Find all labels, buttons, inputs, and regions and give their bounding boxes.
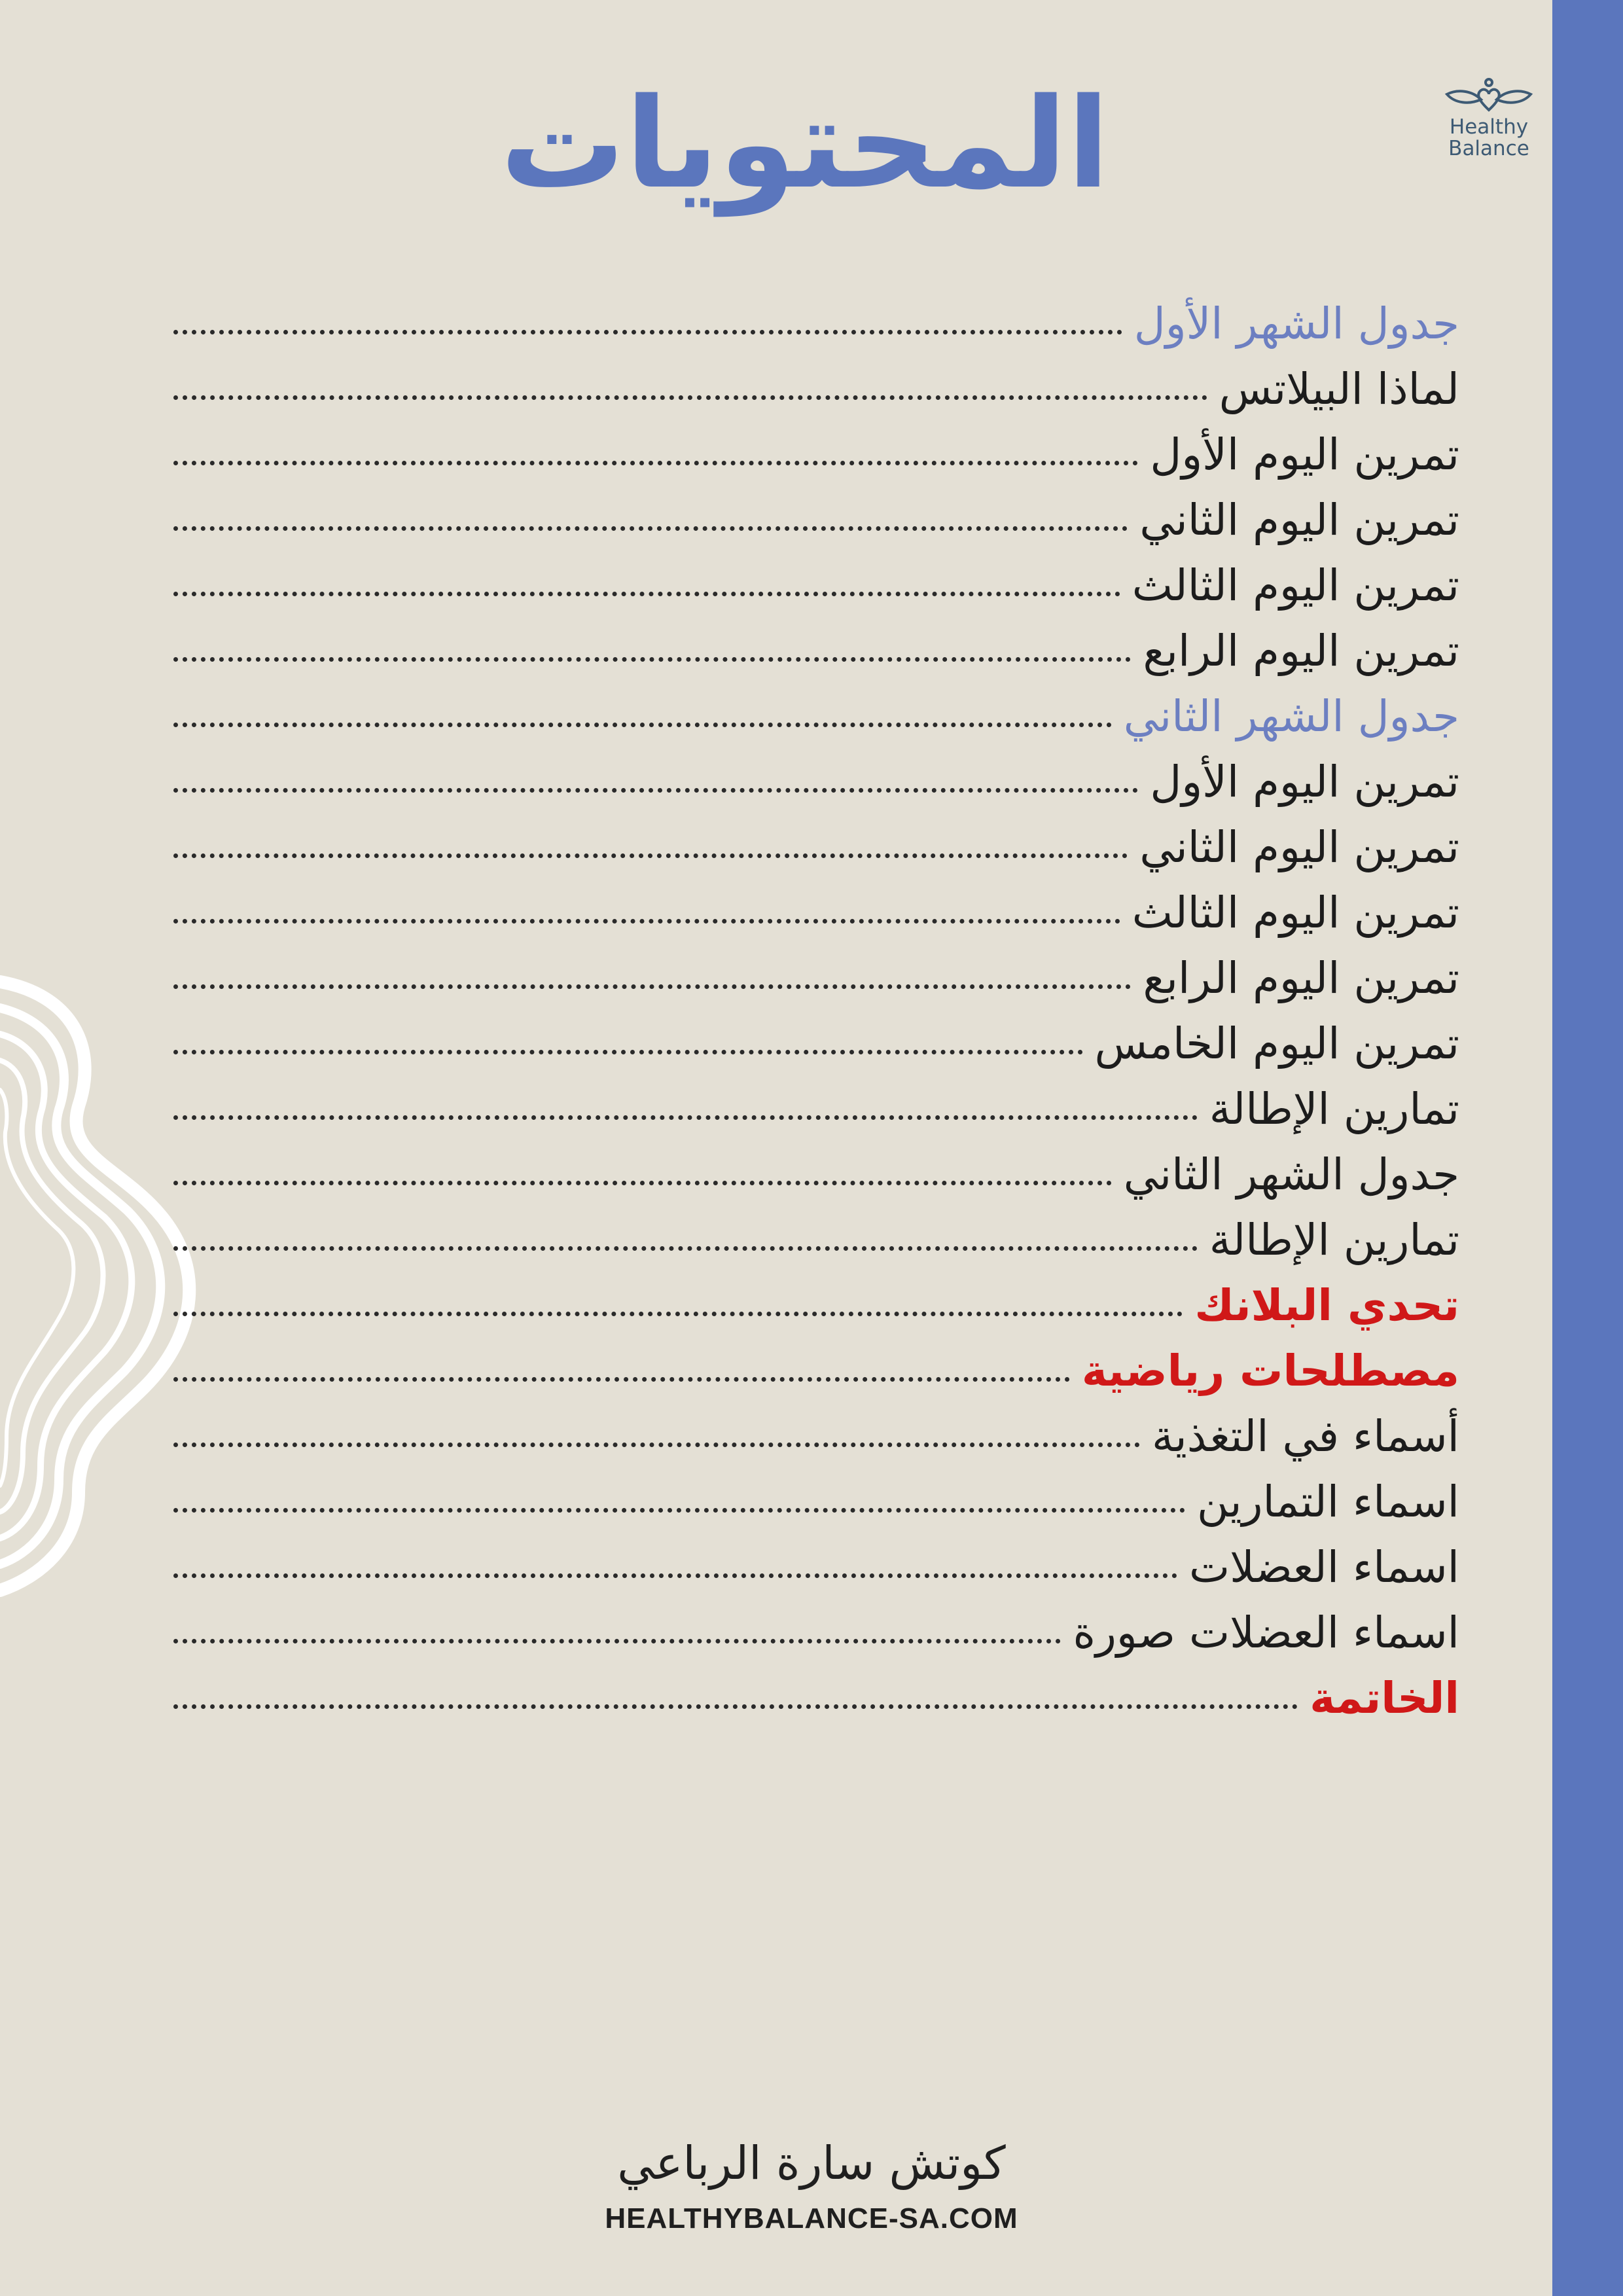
toc-entry-label: تمرين اليوم الثاني [1139,822,1459,872]
toc-dot-leader [173,853,1128,858]
toc-entry-label: الخاتمة [1310,1673,1459,1723]
toc-dot-leader [173,1115,1198,1120]
toc-entry[interactable] [173,749,1459,815]
toc-entry-label: تمرين اليوم الرابع [1143,626,1459,676]
footer-coach-name: كوتش سارة الرباعي [617,2136,1006,2190]
toc-dot-leader [173,919,1120,924]
logo-line-1: Healthy [1449,115,1529,139]
toc-entry[interactable] [173,1208,1459,1273]
toc-entry[interactable] [173,946,1459,1011]
toc-entry-label: تمرين اليوم الأول [1150,429,1459,480]
toc-entry[interactable] [173,1469,1459,1535]
toc-entry-label: جدول الشهر الأول [1133,298,1459,349]
toc-entry-label: لماذا البيلاتس [1219,364,1459,414]
toc-entry[interactable] [173,815,1459,880]
toc-entry[interactable] [173,291,1459,357]
toc-dot-leader [173,1639,1061,1643]
toc-entry-label: أسماء في التغذية [1151,1411,1459,1462]
toc-dot-leader [173,1704,1298,1709]
toc-entry-label: جدول الشهر الثاني [1123,1149,1459,1200]
toc-entry-label: تمرين اليوم الثالث [1132,888,1459,938]
toc-dot-leader [173,1312,1183,1316]
toc-entry-label: تحدي البلانك [1194,1280,1459,1331]
heart-leaves-icon [1443,77,1535,117]
toc-entry[interactable] [173,1077,1459,1142]
footer-website: HEALTHYBALANCE-SA.COM [605,2202,1018,2234]
toc-entry[interactable] [173,1404,1459,1469]
toc-entry-label: اسماء العضلات صورة [1073,1607,1459,1658]
toc-dot-leader [173,1246,1198,1251]
toc-entry-label: تمارين الإطالة [1209,1215,1459,1265]
toc-entry[interactable] [173,1535,1459,1600]
toc-dot-leader [173,788,1138,793]
toc-entry[interactable] [173,684,1459,749]
toc-entry-label: تمرين اليوم الرابع [1143,953,1459,1003]
toc-entry[interactable] [173,422,1459,488]
toc-dot-leader [173,330,1122,334]
toc-entry-label: اسماء التمارين [1196,1477,1459,1527]
toc-entry[interactable] [173,553,1459,619]
toc-dot-leader [173,1377,1070,1382]
toc-dot-leader [173,461,1138,465]
toc-entry-label: تمرين اليوم الأول [1150,757,1459,807]
table-of-contents [173,291,1459,1731]
side-accent-bar [1552,0,1623,2296]
toc-entry[interactable] [173,1142,1459,1208]
page-title: المحتويات [500,71,1110,216]
toc-dot-leader [173,984,1131,989]
toc-entry[interactable] [173,488,1459,553]
toc-dot-leader [173,1508,1185,1513]
toc-entry[interactable] [173,1666,1459,1731]
toc-entry-label: تمرين اليوم الثالث [1132,560,1459,611]
toc-entry[interactable] [173,619,1459,684]
toc-dot-leader [173,1181,1112,1185]
brand-logo [1430,77,1548,182]
toc-dot-leader [173,395,1207,400]
toc-dot-leader [173,723,1112,727]
toc-dot-leader [173,1443,1140,1447]
toc-dot-leader [173,657,1131,662]
toc-entry-label: تمرين اليوم الخامس [1094,1018,1459,1069]
toc-dot-leader [173,1573,1177,1578]
toc-entry-label: تمارين الإطالة [1209,1084,1459,1134]
toc-entry[interactable] [173,1011,1459,1077]
toc-entry[interactable] [173,1338,1459,1404]
toc-entry[interactable] [173,1600,1459,1666]
toc-entry-label: تمرين اليوم الثاني [1139,495,1459,545]
toc-dot-leader [173,1050,1083,1054]
toc-entry[interactable] [173,880,1459,946]
toc-entry-label: جدول الشهر الثاني [1123,691,1459,742]
toc-dot-leader [173,592,1120,596]
toc-entry-label: اسماء العضلات [1189,1542,1459,1592]
toc-entry-label: مصطلحات رياضية [1081,1346,1459,1396]
toc-entry[interactable] [173,357,1459,422]
toc-dot-leader [173,526,1128,531]
toc-entry[interactable] [173,1273,1459,1338]
logo-line-2: Balance [1448,137,1529,160]
